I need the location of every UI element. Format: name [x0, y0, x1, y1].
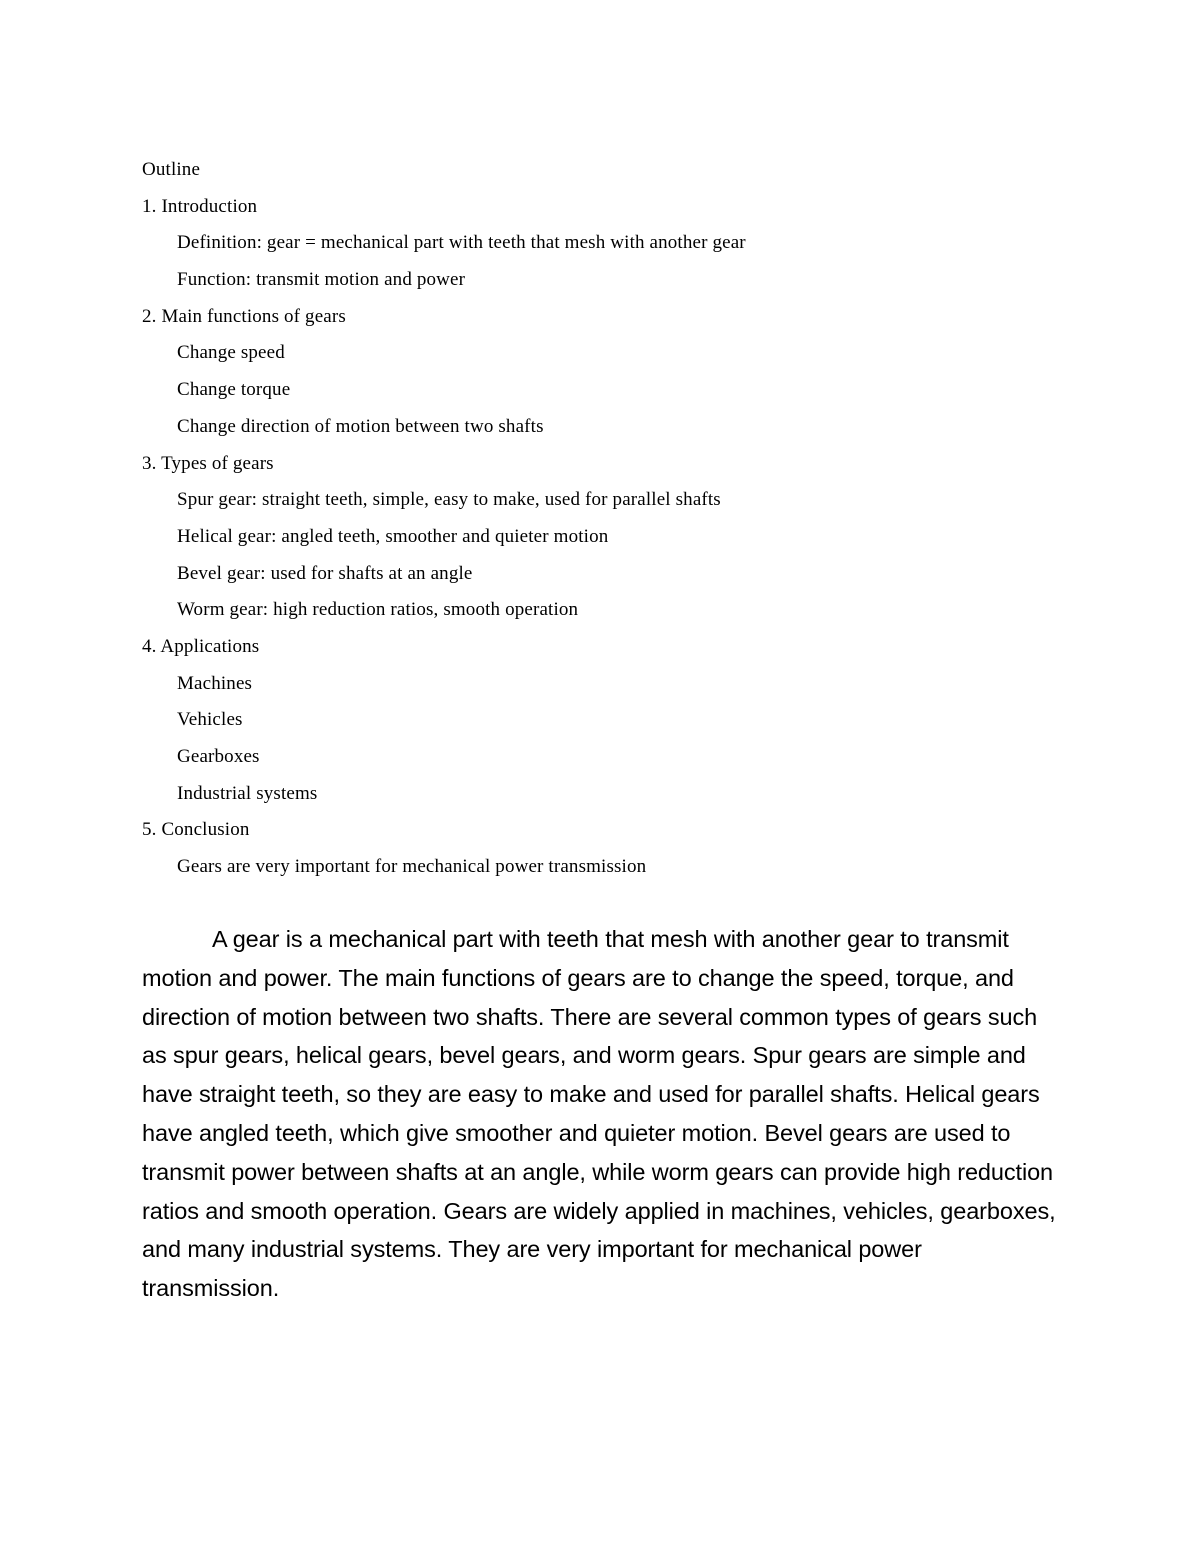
- outline-item: Helical gear: angled teeth, smoother and quieter motion: [177, 525, 609, 547]
- outline-item: Industrial systems: [177, 782, 318, 804]
- outline-item: Change speed: [177, 342, 285, 364]
- outline-item: Vehicles: [177, 709, 243, 731]
- section-heading-conclusion: 5. Conclusion: [142, 819, 250, 841]
- body-paragraph: A gear is a mechanical part with teeth that mesh with another gear to transmit motion and power. The main functions of gears are to change the speed, torque, and direction of motion between two shafts. There are several common types of gears such as spur gears, helical gears, bevel gears, and worm gears. Spur gears are simple and have straight teeth, so they are easy to make and used for parallel shafts. Helical gears have angled teeth, which give smoother and quieter motion. Bevel gears are used to transmit power between shafts at an angle, while worm gears can provide high reduction ratios and smooth operation. Gears are widely applied in machines, vehicles, gearboxes, and many industrial systems. They are very important for mechanical power transmission.: [142, 926, 1056, 1302]
- outline: [142, 152, 1062, 886]
- outline-item: Gearboxes: [177, 746, 260, 767]
- outline-item: Worm gear: high reduction ratios, smooth operation: [177, 599, 579, 621]
- section-heading-types: 3. Types of gears: [142, 452, 274, 474]
- section-heading-introduction: 1. Introduction: [142, 195, 258, 217]
- outline-item: Change torque: [177, 379, 291, 401]
- outline-item: Bevel gear: used for shafts at an angle: [177, 562, 473, 584]
- section-heading-applications: 4. Applications: [142, 635, 260, 657]
- outline-item: Function: transmit motion and power: [177, 269, 466, 291]
- outline-item: Change direction of motion between two shafts: [177, 415, 544, 437]
- outline-item: Spur gear: straight teeth, simple, easy to make, used for parallel shafts: [177, 489, 721, 511]
- outline-item: Gears are very important for mechanical power transmission: [177, 856, 647, 878]
- outline-item: Machines: [177, 672, 253, 694]
- outline-title: Outline: [142, 159, 201, 180]
- section-heading-main-functions: 2. Main functions of gears: [142, 305, 346, 327]
- outline-item: Definition: gear = mechanical part with teeth that mesh with another gear: [177, 232, 746, 254]
